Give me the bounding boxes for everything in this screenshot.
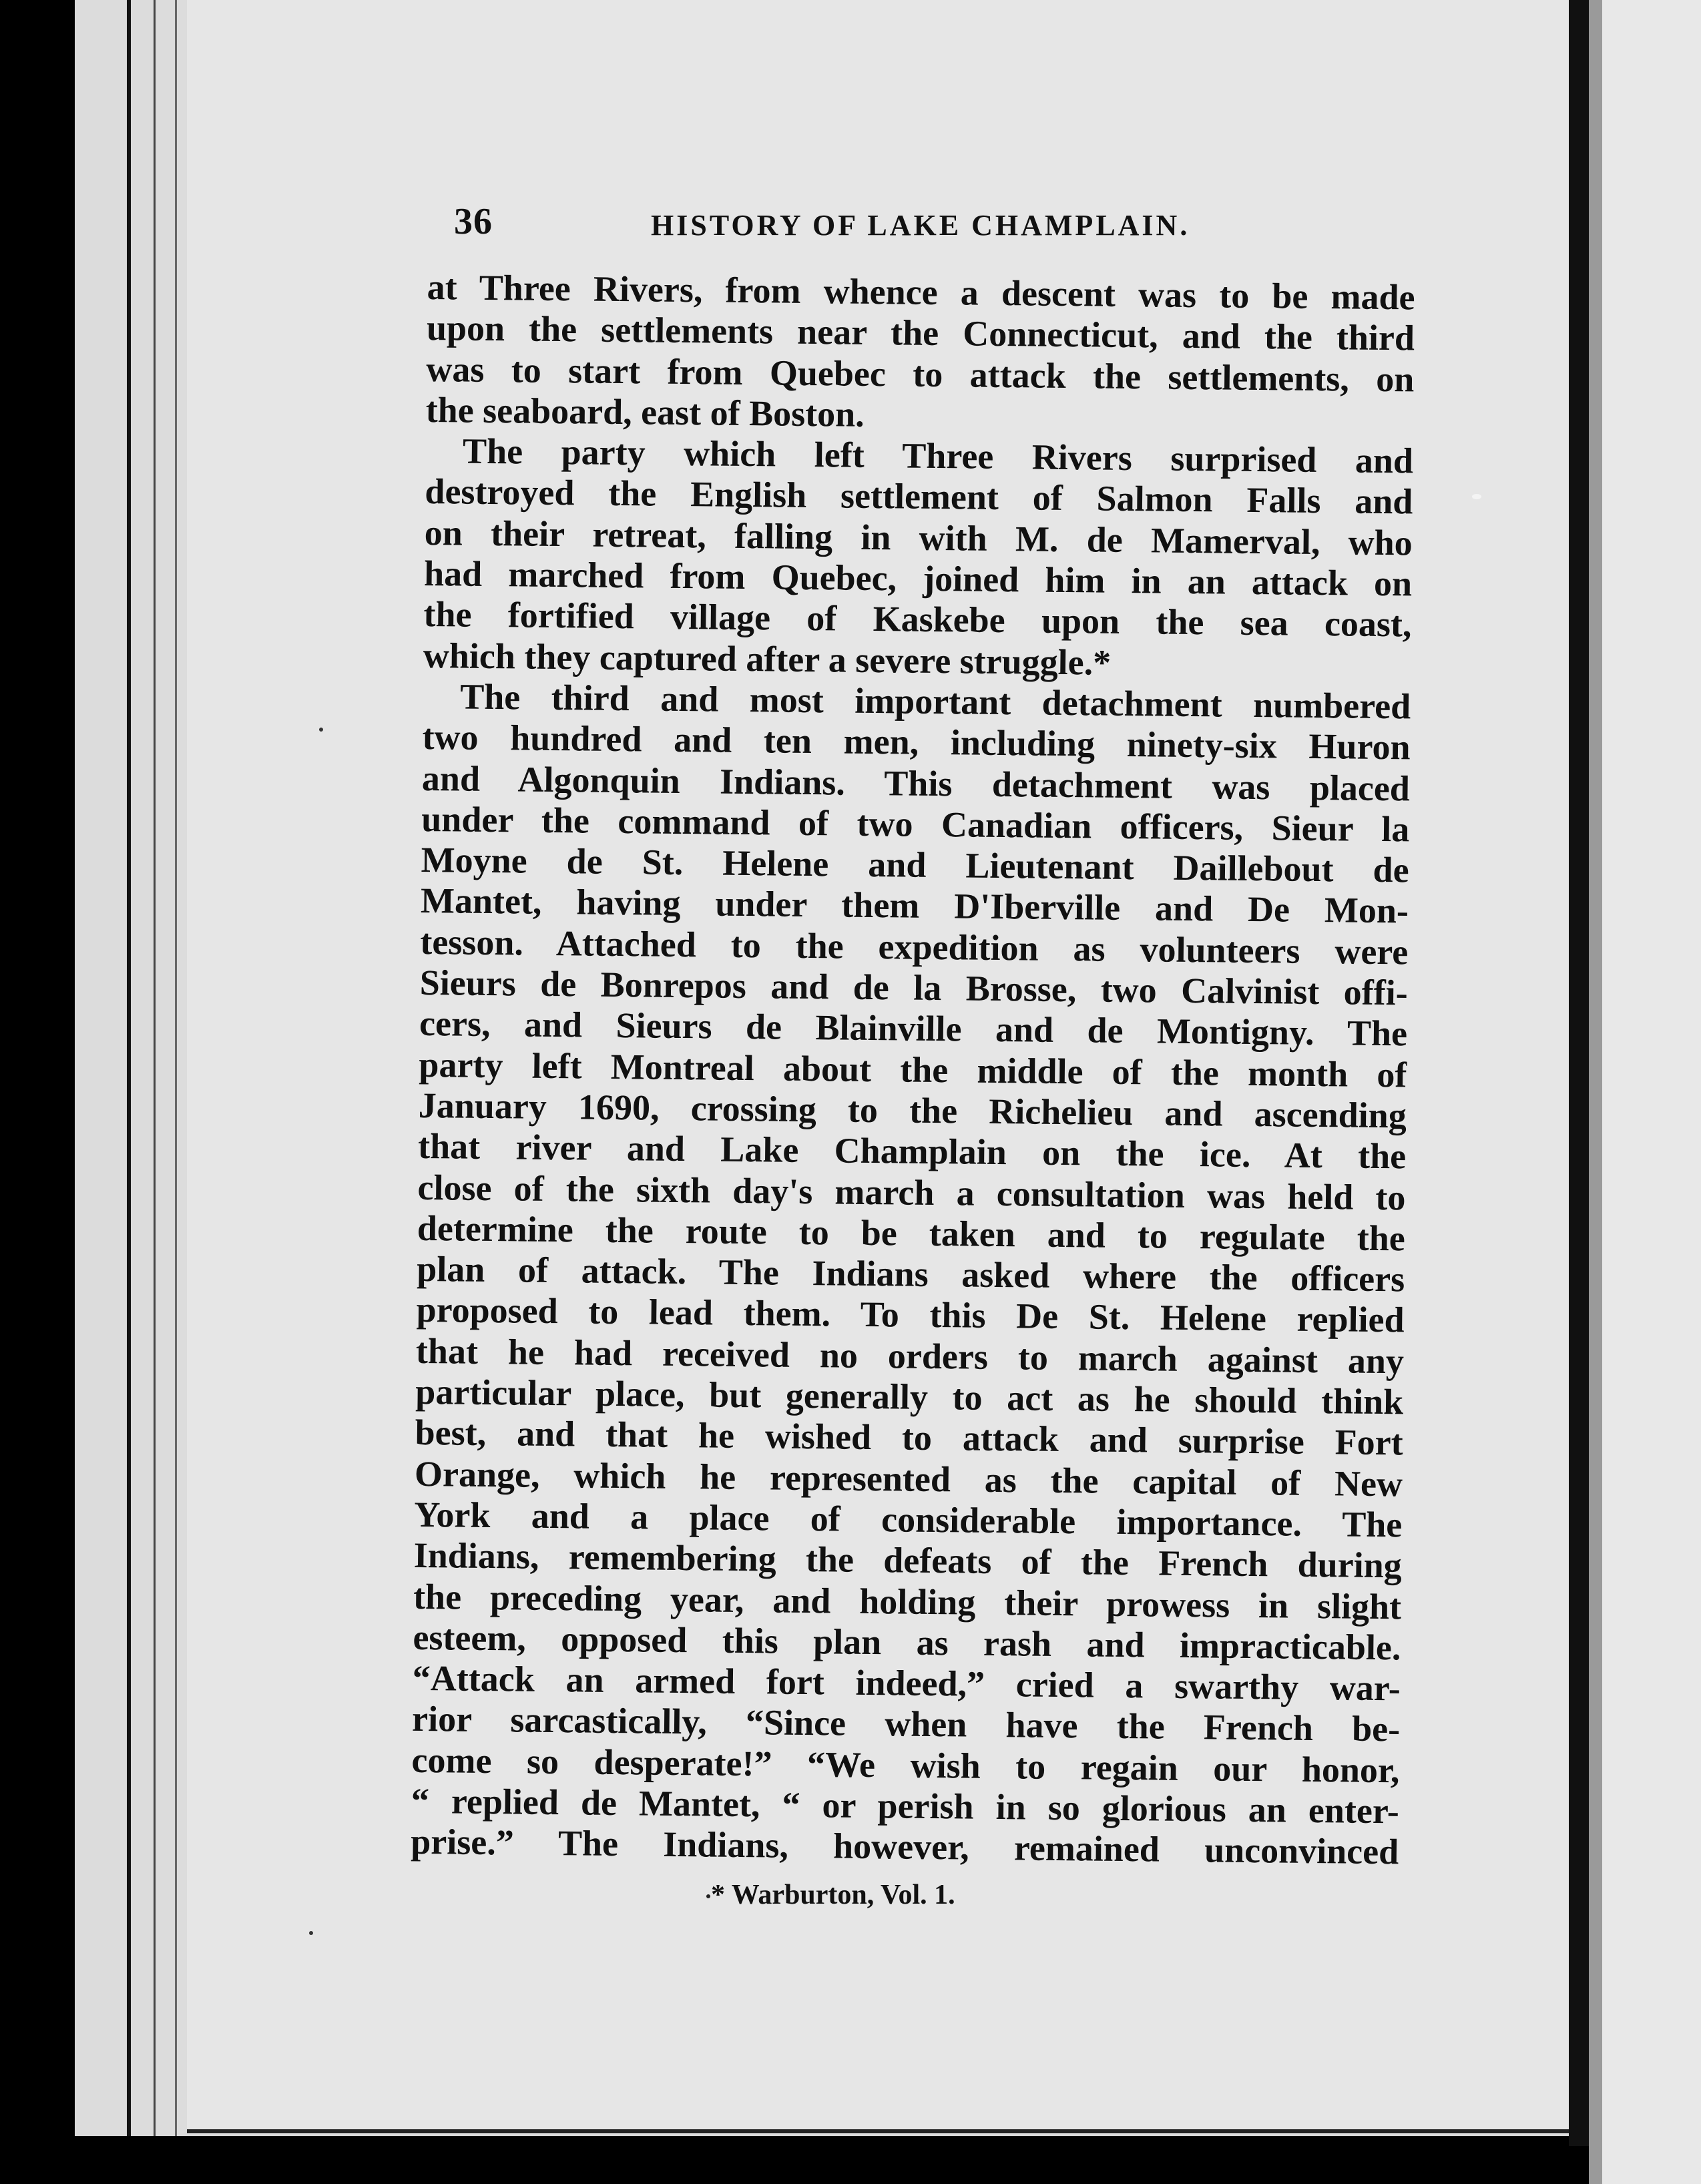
text-line: the seaboard, east of Boston. <box>425 389 865 435</box>
text-line: The third and most important detachment numbered <box>459 676 1411 727</box>
text-line: tesson. Attached to the expedition as volunteers were <box>420 921 1409 973</box>
text-line: under the command of two Canadian officers, Sieur la <box>421 798 1410 850</box>
text-line: Mantet, having under them D'Iberville and De Mon- <box>420 880 1409 931</box>
scan-speck <box>1472 494 1481 499</box>
text-line: The party which left Three Rivers surprised and <box>462 431 1414 481</box>
running-title: HISTORY OF LAKE CHAMPLAIN. <box>651 209 1190 242</box>
page-number: 36 <box>454 201 493 242</box>
text-line: Moyne de St. Helene and Lieutenant Daillebout de <box>421 840 1409 890</box>
page-edge-line <box>154 0 156 2136</box>
binding-edge <box>127 0 131 2136</box>
text-line: two hundred and ten men, including ninety-six Huron <box>422 717 1411 768</box>
scan-speck <box>309 1931 313 1935</box>
text-line: party left Montreal about the middle of the month of <box>419 1044 1407 1095</box>
text-line: the fortified village of Kaskebe upon the sea coast, <box>423 594 1412 645</box>
text-line: best, and that he wished to attack and surprise Fort <box>415 1412 1403 1463</box>
footnote-marker-dot <box>706 1894 710 1898</box>
text-line: that river and Lake Champlain on the ice. At the <box>417 1126 1407 1177</box>
text-line: was to start from Quebec to attack the settlements, on <box>426 348 1415 400</box>
text-line: cers, and Sieurs de Blainville and de Montigny. The <box>419 1003 1408 1054</box>
text-line: “Attack an armed fort indeed,” cried a swarthy war- <box>412 1657 1401 1709</box>
text-line: Sieurs de Bonrepos and de la Brosse, two Calvinist offi- <box>419 962 1409 1013</box>
text-line: close of the sixth day's march a consultation was held to <box>417 1167 1406 1217</box>
text-line: particular place, but generally to act as he should think <box>415 1371 1404 1422</box>
text-line: proposed to lead them. To this De St. Helene replied <box>416 1290 1405 1340</box>
footnote: * Warburton, Vol. 1. <box>711 1880 955 1910</box>
text-line: and Algonquin Indians. This detachment was placed <box>421 758 1411 809</box>
text-line: esteem, opposed this plan as rash and impracticable. <box>413 1617 1401 1668</box>
text-line: at Three Rivers, from whence a descent was to be made <box>427 267 1415 318</box>
next-page-edge <box>1589 0 1602 2184</box>
next-page <box>1602 0 1701 2184</box>
text-line: come so desperate!” “We wish to regain our honor, <box>411 1739 1400 1791</box>
running-header <box>454 200 1228 247</box>
text-line: on their retreat, falling in with M. de Mamerval, who <box>424 512 1413 563</box>
text-line: January 1690, crossing to the Richelieu and ascending <box>418 1085 1407 1136</box>
text-line: destroyed the English settlement of Salmon Falls and <box>425 471 1413 522</box>
text-line: that he had received no orders to march against any <box>415 1330 1405 1382</box>
text-line: rior sarcastically, “Since when have the French be- <box>411 1699 1401 1749</box>
text-line: the preceding year, and holding their prowess in slight <box>413 1576 1402 1627</box>
body-text <box>411 267 1415 1873</box>
text-line: plan of attack. The Indians asked where the officers <box>416 1249 1405 1300</box>
text-line: York and a place of considerable importance. The <box>414 1494 1403 1545</box>
page-edge-line <box>175 0 177 2136</box>
text-line: determine the route to be taken and to regulate the <box>417 1207 1406 1259</box>
text-line: “ replied de Mantet, “ or perish in so glorious an enter- <box>411 1780 1400 1832</box>
text-line: upon the settlements near the Connecticut, and the third <box>426 308 1415 358</box>
text-line: had marched from Quebec, joined him in an attack on <box>423 553 1413 604</box>
text-line: Indians, remembering the defeats of the French during <box>413 1535 1403 1586</box>
text-line: prise.” The Indians, however, remained unconvinced <box>410 1822 1399 1872</box>
scan-speck <box>319 728 323 732</box>
text-line: which they captured after a severe struggle.* <box>423 635 1112 683</box>
text-line: Orange, which he represented as the capital of New <box>414 1453 1403 1505</box>
